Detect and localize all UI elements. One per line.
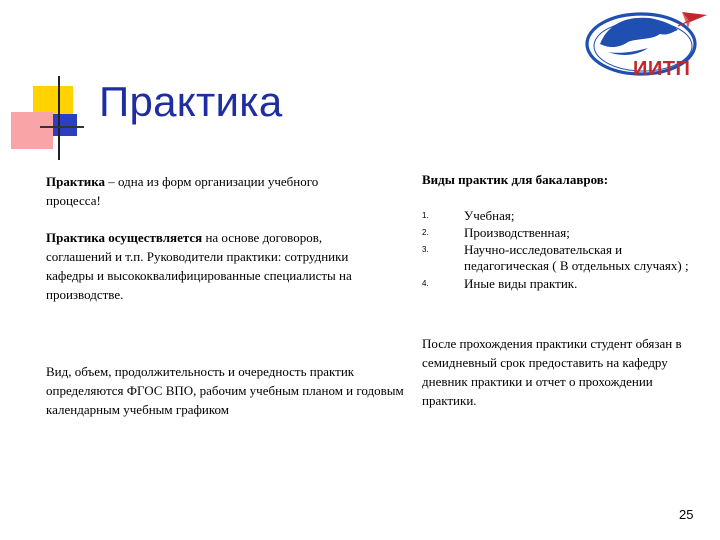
- page-number: 25: [679, 507, 694, 522]
- list-item-text: Иные виды практик.: [464, 276, 578, 291]
- practice-types-list: [422, 208, 692, 292]
- list-item-number: 4.: [422, 279, 429, 288]
- list-item-text: Научно-исследовательская и педагогическая ( В отдельных случаях) ;: [464, 242, 689, 273]
- organization-term: Практика осуществляется: [46, 230, 203, 245]
- decor-red-square: [11, 112, 53, 149]
- slide-title: Практика: [99, 78, 283, 125]
- intro-paragraph: [46, 172, 376, 210]
- intro-text: – одна из форм организации учебного процесса!: [46, 174, 319, 208]
- list-item-number: 1.: [422, 211, 429, 220]
- logo-text: ИИТП: [633, 58, 691, 80]
- list-item-number: 2.: [422, 228, 429, 237]
- list-item-text: Производственная;: [464, 225, 570, 240]
- decor-horizontal-line: [40, 126, 84, 128]
- after-practice-paragraph: После прохождения практики студент обязан в семидневный срок предоставить на кафедру дневник практики и отчет о прохождении практики.: [422, 336, 682, 408]
- organization-text: на основе договоров, соглашений и т.п. Руководители практики: сотрудники кафедры и высококвалифицированные специалисты на производстве.: [46, 230, 352, 302]
- organization-paragraph: [46, 228, 376, 304]
- intro-term: Практика: [46, 174, 106, 189]
- list-item: [422, 208, 692, 224]
- list-item: [422, 242, 692, 274]
- list-item-number: 3.: [422, 245, 429, 254]
- regulation-paragraph: Вид, объем, продолжительность и очередность практик определяются ФГОС ВПО, рабочим учебным планом и годовым календарным учебным графиком: [46, 364, 404, 417]
- decor-vertical-line: [58, 76, 60, 160]
- list-item: [422, 276, 692, 292]
- decor-blue-square: [53, 114, 77, 136]
- list-item-text: Учебная;: [464, 208, 515, 223]
- practice-types-heading: Виды практик для бакалавров:: [422, 172, 609, 187]
- list-item: [422, 225, 692, 241]
